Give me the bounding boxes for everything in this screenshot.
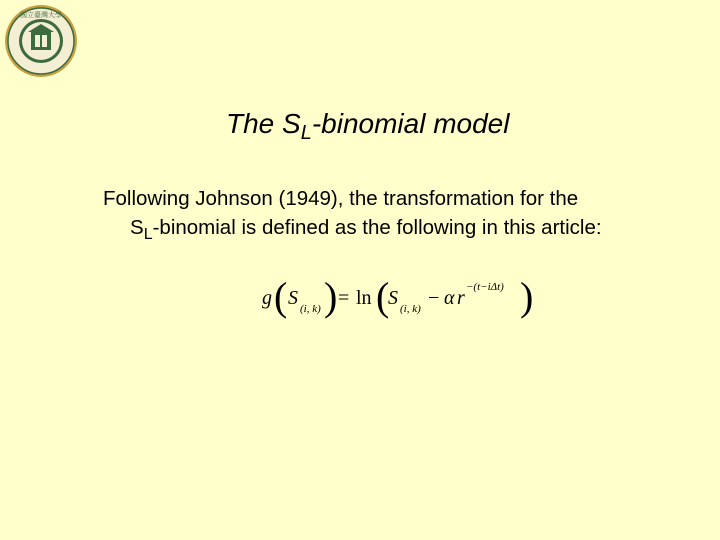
university-seal-icon (4, 4, 78, 78)
formula-right-paren-2: ) (520, 274, 534, 319)
body-line-2 (103, 213, 602, 244)
body-subscript: L (143, 226, 153, 243)
body-paragraph (103, 184, 602, 244)
formula-sub-1: (i, k) (300, 303, 321, 315)
formula-g: g (262, 287, 272, 309)
formula-equals: = (338, 287, 350, 309)
formula-r: r (457, 287, 465, 309)
seal-lettering: 國立臺灣大學 (20, 12, 62, 19)
body-line-2-text: -binomial is defined as the following in this article: (152, 216, 602, 239)
formula-s-2: S (388, 287, 398, 309)
formula-s-1: S (288, 287, 298, 309)
title-subscript: L (300, 122, 312, 144)
title-prefix: The S (226, 108, 301, 139)
formula-minus: − (428, 287, 440, 309)
formula-exponent: −(t−iΔt) (466, 281, 504, 293)
formula-left-paren-2: ( (376, 274, 390, 319)
body-line-1: Following Johnson (1949), the transformation for the (103, 187, 579, 210)
title-suffix: -binomial model (311, 108, 510, 139)
transformation-formula (258, 272, 538, 326)
slide-title (226, 108, 510, 144)
formula-right-paren-1: ) (324, 274, 338, 319)
formula-sub-2: (i, k) (400, 303, 421, 315)
formula-left-paren-1: ( (274, 274, 288, 319)
body-s-letter: S (130, 216, 144, 239)
formula-alpha: α (444, 287, 455, 309)
formula-ln: ln (356, 287, 372, 309)
